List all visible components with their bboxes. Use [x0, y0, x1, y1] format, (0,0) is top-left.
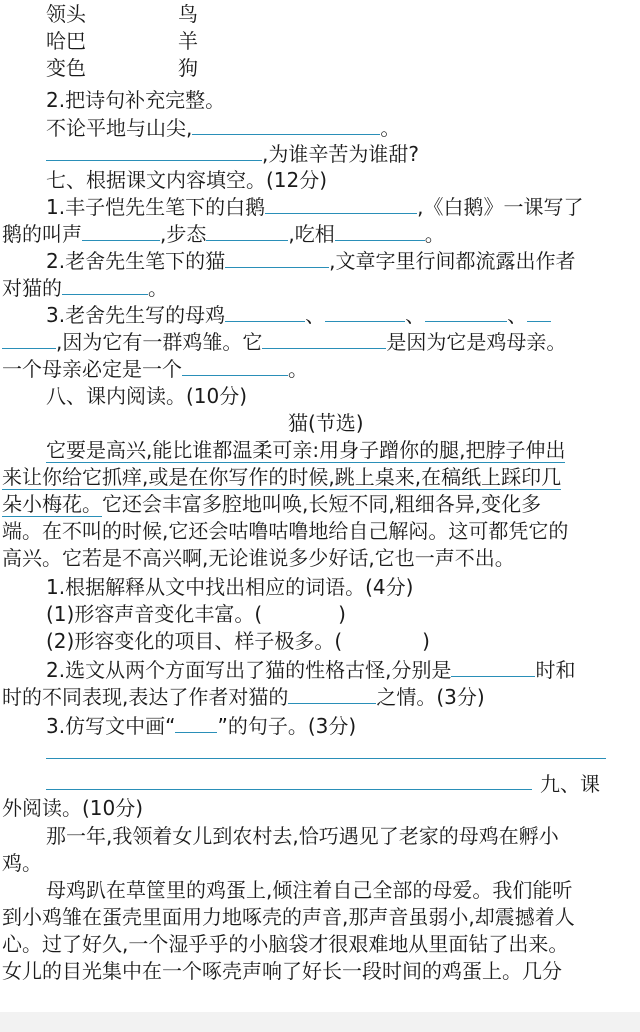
- s7-q1-line-2: [2, 220, 445, 248]
- s8-q1b: [46, 627, 430, 655]
- poem-line-1-text: 不论平地与山尖,: [46, 116, 193, 140]
- match-left-3: 变色: [46, 56, 86, 80]
- s7-blank-hero[interactable]: [182, 355, 288, 376]
- s7-q1-text: 1.丰子恺先生笔下的白鹅: [46, 195, 266, 219]
- poem-line-2: [46, 140, 419, 168]
- s8-q1b-end: ): [422, 629, 430, 653]
- s8-passage-line-1: [46, 436, 565, 464]
- s7-q2-line: [46, 247, 575, 275]
- s7-blank-cat[interactable]: [225, 247, 329, 268]
- s7-blank-white-goose[interactable]: [265, 193, 417, 214]
- s8-q3-text: 3.仿写文中画“: [46, 714, 176, 738]
- s7-q1-text-2: ,《白鹅》一课写了: [417, 195, 584, 219]
- s8-q3-text-2: ”的句子。(3分): [217, 714, 357, 738]
- poem-line-1: [46, 114, 400, 142]
- s7-q1-line: [46, 193, 583, 221]
- poem-line-1-end: 。: [380, 116, 401, 140]
- s8-q2-text: 2.选文从两个方面写出了猫的性格古怪,分别是: [46, 658, 452, 682]
- s8-underlined-2: 来让你给它抓痒,或是在你写作的时候,跳上桌来,在稿纸上踩印几: [2, 465, 562, 489]
- s7-q1-text-5: ,吃相: [288, 222, 335, 246]
- s7-blank-hen-1[interactable]: [225, 301, 305, 322]
- s7-blank-hen-4b[interactable]: [2, 328, 56, 349]
- s8-blank-mood-1[interactable]: [451, 656, 535, 677]
- s8-q2-text-4: 之情。(3分): [376, 685, 485, 709]
- s7-q3-text: 3.老舍先生写的母鸡: [46, 303, 226, 327]
- match-right-2: 羊: [178, 29, 198, 53]
- s8-q3-underline-mark: [175, 712, 217, 733]
- match-left-2: 哈巴: [46, 29, 86, 53]
- s7-q3-sep-1: 、: [305, 303, 326, 327]
- match-left-1: 领头: [46, 2, 86, 26]
- poem-question: 2.把诗句补充完整。: [46, 88, 226, 112]
- s8-underlined-3: 朵小梅花。: [2, 492, 102, 516]
- s9-passage-line-6: 女儿的目光集中在一个啄壳声响了好长一段时间的鸡蛋上。几分: [2, 959, 562, 983]
- s8-q1: 1.根据解释从文中找出相应的词语。(4分): [46, 575, 414, 599]
- s8-passage-line-4: 端。在不叫的时候,它还会咕噜咕噜地给自己解闷。这可都凭它的: [2, 519, 569, 543]
- s7-q3-line-3: [2, 355, 308, 383]
- s7-blank-call[interactable]: [82, 220, 160, 241]
- s9-passage-line-4: 到小鸡雏在蛋壳里面用力地啄壳的声音,那声音虽弱小,却震撼着人: [2, 905, 575, 929]
- poem-blank-2[interactable]: [46, 140, 262, 161]
- s7-blank-eating[interactable]: [335, 220, 425, 241]
- s8-q1a: [46, 600, 346, 628]
- match-right-1: 鸟: [178, 2, 198, 26]
- s7-blank-hen-2[interactable]: [325, 301, 405, 322]
- s7-blank-feeling[interactable]: [62, 274, 148, 295]
- bottom-bar: [0, 1012, 640, 1032]
- s8-blank-feeling[interactable]: [288, 683, 376, 704]
- s8-passage-line-3: [2, 490, 541, 518]
- poem-line-2-text: ,为谁辛苦为谁甜?: [262, 142, 419, 166]
- s8-underlined-1: 它要是高兴,能比谁都温柔可亲:用身子蹭你的腿,把脖子伸出: [46, 438, 566, 462]
- s7-q3-line: [46, 301, 551, 329]
- s7-q1-text-4: ,步态: [160, 222, 207, 246]
- poem-blank-1[interactable]: [192, 114, 380, 135]
- s7-q2-text: 2.老舍先生笔下的猫: [46, 249, 226, 273]
- s7-q3-text-4: 一个母亲必定是一个: [2, 357, 182, 381]
- s7-q2-text-2: ,文章字里行间都流露出作者: [329, 249, 576, 273]
- s8-q1b-text: (2)形容变化的项目、样子极多。(: [46, 629, 343, 653]
- s7-q3-text-5: 。: [288, 357, 308, 381]
- s7-q3-text-3: 是因为它是鸡母亲。: [386, 330, 567, 354]
- s7-q2-line-2: [2, 274, 168, 302]
- s9-passage-line-5: 心。过了好久,一个湿乎乎的小脑袋才很艰难地从里面钻了出来。: [2, 932, 569, 956]
- s9-passage-line-1: 那一年,我领着女儿到农村去,恰巧遇见了老家的母鸡在孵小: [46, 824, 559, 848]
- section-7-title: 七、根据课文内容填空。(12分): [46, 168, 328, 192]
- s9-passage-line-2: 鸡。: [2, 851, 42, 875]
- s8-q1a-text: (1)形容声音变化丰富。(: [46, 602, 263, 626]
- match-right-3: 狗: [178, 56, 198, 80]
- s8-passage-line-2: [2, 463, 561, 491]
- s8-q2-line: [46, 656, 575, 684]
- s7-q2-text-4: 。: [148, 276, 168, 300]
- s7-q3-line-2: [2, 328, 566, 356]
- s7-q3-sep-2: 、: [405, 303, 426, 327]
- s8-q2-text-3: 时的不同表现,表达了作者对猫的: [2, 685, 289, 709]
- s7-blank-gait[interactable]: [206, 220, 288, 241]
- s7-q3-text-2: ,因为它有一群鸡雏。它: [56, 330, 263, 354]
- s8-q1a-end: ): [338, 602, 346, 626]
- section-9-title-a: 九、课: [540, 772, 600, 796]
- s8-passage-line-5: 高兴。它若是不高兴啊,无论谁说多少好话,它也一声不出。: [2, 546, 515, 570]
- section-8-title: 八、课内阅读。(10分): [46, 384, 248, 408]
- s9-passage-line-3: 母鸡趴在草筐里的鸡蛋上,倾注着自己全部的母爱。我们能听: [46, 878, 573, 902]
- passage-title: 猫(节选): [288, 411, 364, 435]
- section-9-title-b: 外阅读。(10分): [2, 796, 144, 820]
- s7-q3-sep-3: 、: [507, 303, 528, 327]
- s8-q2-line-2: [2, 683, 485, 711]
- s8-q3-line: [46, 712, 356, 740]
- s8-passage-text-3b: 它还会丰富多腔地叫唤,长短不同,粗细各异,变化多: [102, 492, 542, 516]
- s8-q2-text-2: 时和: [535, 658, 576, 682]
- s7-blank-hen-5[interactable]: [262, 328, 386, 349]
- s7-blank-hen-3[interactable]: [425, 301, 507, 322]
- s8-answer-line-2[interactable]: [46, 789, 532, 790]
- s7-q2-text-3: 对猫的: [2, 276, 62, 300]
- s7-blank-hen-4[interactable]: [527, 301, 551, 322]
- s7-q1-text-6: 。: [424, 222, 445, 246]
- s8-answer-line-1[interactable]: [46, 758, 606, 759]
- s7-q1-text-3: 鹅的叫声: [2, 222, 82, 246]
